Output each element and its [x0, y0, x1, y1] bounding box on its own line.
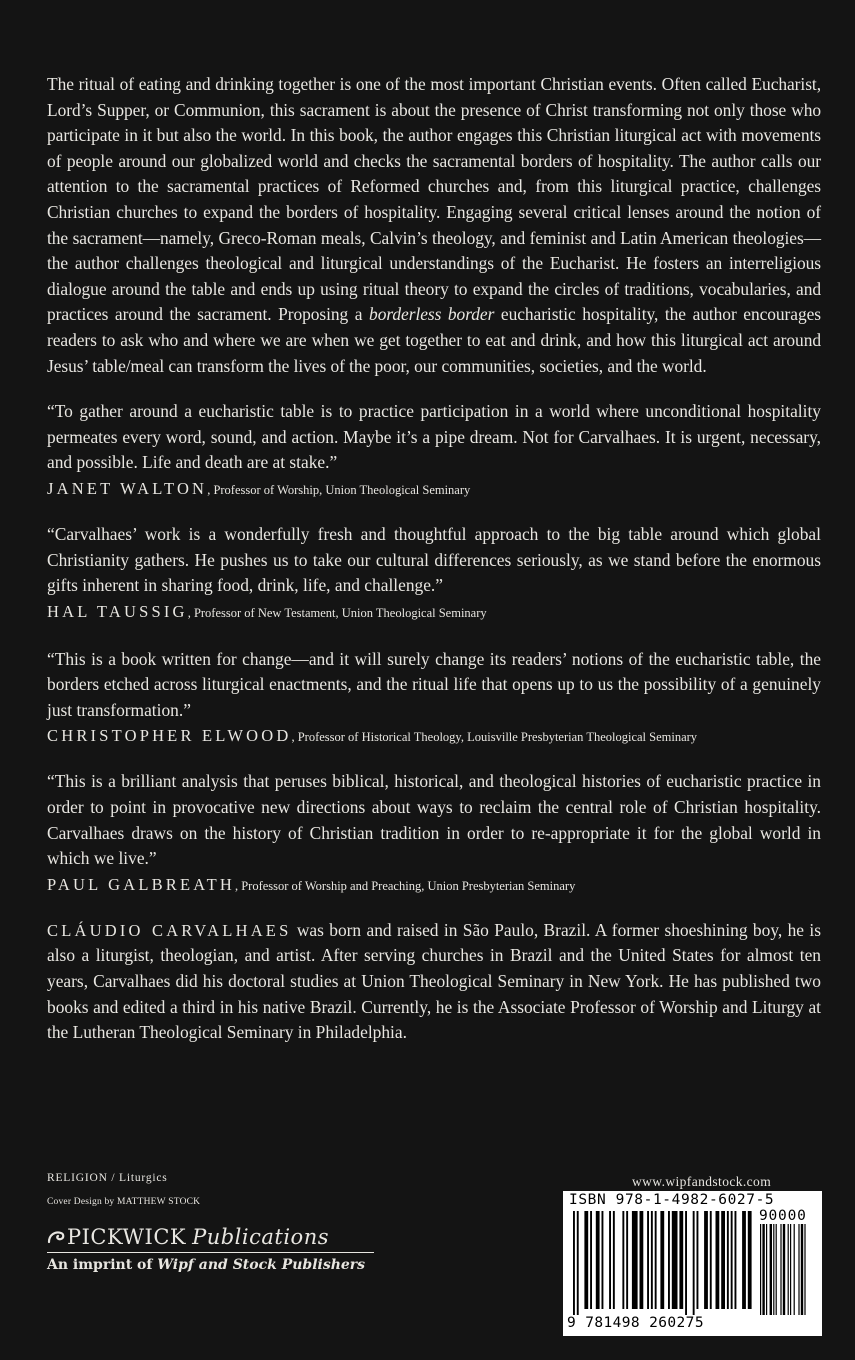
barcode-bar: [704, 1211, 708, 1309]
book-description: The ritual of eating and drinking together is one of the most important Christian events. Often called Eucharist, Lord’s Supper, or Communion, this sacrament is about the presence of Christ transforming not only those who participate in it but also the world. In this book, the author engages this Christian liturgical act with movements of people around our globalized world and checks the sacramental borders of hospitality. The author calls our attention to the sacramental practices of Reformed churches and, from this liturgical practice, challenges Christian churches to expand the borders of hospitality. Engaging several critical lenses around the notion of the sacrament—namely, Greco-Roman meals, Calvin’s theology, and feminist and Latin American theologies—the author challenges theological and liturgical understandings of the Eucharist. He fosters an interreligious dialogue around the table and ends up using ritual theory to expand the circles of traditions, vocabularies, and practices around the sacrament. Proposing a borderless border eucharistic hospitality, the author encourages readers to ask who and where we are when we get together to eat and drink, and how this liturgical act around Jesus’ table/meal can transform the lives of the poor, our communities, societies, and the world.: [47, 74, 821, 376]
publisher-logo: [47, 1225, 374, 1253]
cover-design-credit: Cover Design by MATTHEW STOCK: [47, 1197, 201, 1207]
barcode-bar: [602, 1211, 604, 1309]
barcode-bar: [735, 1211, 737, 1309]
emphasis-phrase: borderless border: [369, 304, 495, 325]
barcode-bar: [672, 1211, 678, 1309]
barcode-bar: [660, 1211, 664, 1309]
barcode-bar: [731, 1211, 733, 1309]
barcode-bar: [780, 1224, 781, 1315]
barcode-bar: [584, 1211, 588, 1309]
author-bio: [47, 918, 821, 1046]
barcode-bar: [655, 1211, 657, 1309]
endorser-name: CHRISTOPHER ELWOOD: [47, 726, 292, 746]
isbn-barcode: [563, 1191, 822, 1336]
endorsement-walton: [47, 399, 821, 500]
category-label: RELIGION / Liturgics: [47, 1172, 168, 1184]
barcode-bar: [651, 1211, 653, 1309]
endorsement-text: “This is a brilliant analysis that peruses biblical, historical, and theological histories of eucharistic practice in order to point in provocative new directions about ways to reclaim the central role of Christian hospitality. Carvalhaes draws on the history of Christian tradition in order to re-appropriate it for the global world in which we live.”: [47, 771, 821, 869]
endorser-title: , Professor of New Testament, Union Theological Seminary: [187, 605, 487, 620]
endorser-name: JANET WALTON: [47, 478, 208, 498]
endorsement-text: “To gather around a eucharistic table is to practice participation in a world where unconditional hospitality permeates every word, sound, and action. Maybe it’s a pipe dream. Not for Carvalhaes. It is urgent, necessary, and possible. Life and death are at stake.”: [47, 401, 821, 473]
barcode-bar: [668, 1211, 670, 1309]
endorser-name: HAL TAUSSIG: [47, 601, 188, 621]
ean-barcode-bars: [573, 1211, 753, 1315]
barcode-bar: [742, 1211, 746, 1309]
barcode-bar: [783, 1224, 785, 1315]
publisher-word: Publications: [192, 1225, 329, 1249]
barcode-bar: [626, 1211, 628, 1309]
barcode-bar: [697, 1211, 699, 1309]
endorsement-text: “Carvalhaes’ work is a wonderfully fresh and thoughtful approach to the big table around which global Christianity gathers. He pushes us to take our cultural differences seriously, as we stand before the enormous gifts inherent in sharing food, drink, life, and challenge.”: [47, 523, 821, 596]
endorser-name: PAUL GALBREATH: [47, 874, 235, 894]
barcode-bar: [794, 1224, 795, 1315]
barcode-bar: [647, 1211, 649, 1309]
barcode-bar: [716, 1211, 720, 1309]
barcode-bar: [640, 1211, 644, 1309]
endorsement-attribution: [47, 875, 821, 896]
publisher-website: www.wipfandstock.com: [632, 1174, 772, 1189]
cover-footer: [47, 1172, 447, 1273]
barcode-bar: [622, 1211, 624, 1309]
barcode-bar: [770, 1224, 772, 1315]
endorsement-attribution: [47, 602, 821, 623]
barcode-bar: [613, 1211, 615, 1309]
barcode-bar: [766, 1224, 767, 1315]
author-bio-text: was born and raised in São Paulo, Brazil. A former shoeshining boy, he is also a liturgist, theologian, and artist. After serving churches in Brazil and the United States for almost ten years, Carvalhaes did his doctoral studies at Union Theological Seminary in New York. He has published two books and edited a third in his native Brazil. Currently, he is the Associate Professor of Worship and Liturgy at the Lutheran Theological Seminary in Philadelphia.: [47, 919, 821, 1043]
imprint-line: An imprint of Wipf and Stock Publishers: [47, 1257, 366, 1273]
endorsement-attribution: [47, 726, 821, 747]
endorsement-attribution: [47, 479, 821, 500]
endorsement-text: “This is a book written for change—and it will surely change its readers’ notions of the eucharistic table, the borders etched across liturgical enactments, and the ritual life that opens up to us the possibility of a genuinely just transformation.”: [47, 648, 821, 720]
isbn-label: ISBN 978-1-4982-6027-5: [569, 1192, 775, 1208]
imprint-name: Wipf and Stock Publishers: [157, 1257, 366, 1273]
endorsement-taussig: [47, 522, 821, 623]
barcode-digits: 9 781498 260275: [567, 1315, 704, 1331]
barcode-bar: [801, 1224, 803, 1315]
endorser-title: , Professor of Historical Theology, Louisville Presbyterian Theological Seminary: [291, 730, 698, 745]
barcode-bar: [573, 1211, 575, 1315]
barcode-bar: [727, 1211, 729, 1309]
barcode-bar: [773, 1224, 774, 1315]
barcode-bar: [776, 1224, 777, 1315]
barcode-bar: [632, 1211, 638, 1309]
barcode-bar: [790, 1224, 791, 1315]
barcode-bar: [609, 1211, 611, 1309]
endorser-title: , Professor of Worship, Union Theological Seminary: [207, 482, 471, 497]
publisher-name: PICKWICK: [67, 1225, 187, 1249]
barcode-bar: [788, 1224, 789, 1315]
barcode-bar: [721, 1211, 725, 1309]
price-addon-label: 90000: [759, 1208, 807, 1224]
barcode-bar: [679, 1211, 683, 1309]
barcode-bar: [762, 1224, 764, 1315]
author-name: CLÁUDIO CARVALHAES: [47, 920, 292, 940]
barcode-bar: [804, 1224, 805, 1315]
barcode-bar: [577, 1211, 579, 1315]
barcode-bar: [710, 1211, 712, 1309]
endorser-title: , Professor of Worship and Preaching, Union Presbyterian Seminary: [234, 878, 576, 893]
addon-barcode-bars: [760, 1224, 816, 1315]
barcode-bar: [760, 1224, 761, 1315]
barcode-bar: [685, 1211, 687, 1315]
barcode-bar: [748, 1211, 752, 1309]
endorsement-galbreath: [47, 769, 821, 895]
endorsement-elwood: [47, 647, 821, 748]
barcode-bar: [798, 1224, 799, 1315]
back-cover-text: [47, 72, 821, 1063]
pickwick-swirl-icon: [47, 1230, 65, 1244]
barcode-bar: [596, 1211, 600, 1309]
barcode-bar: [590, 1211, 592, 1309]
barcode-bar: [693, 1211, 695, 1315]
